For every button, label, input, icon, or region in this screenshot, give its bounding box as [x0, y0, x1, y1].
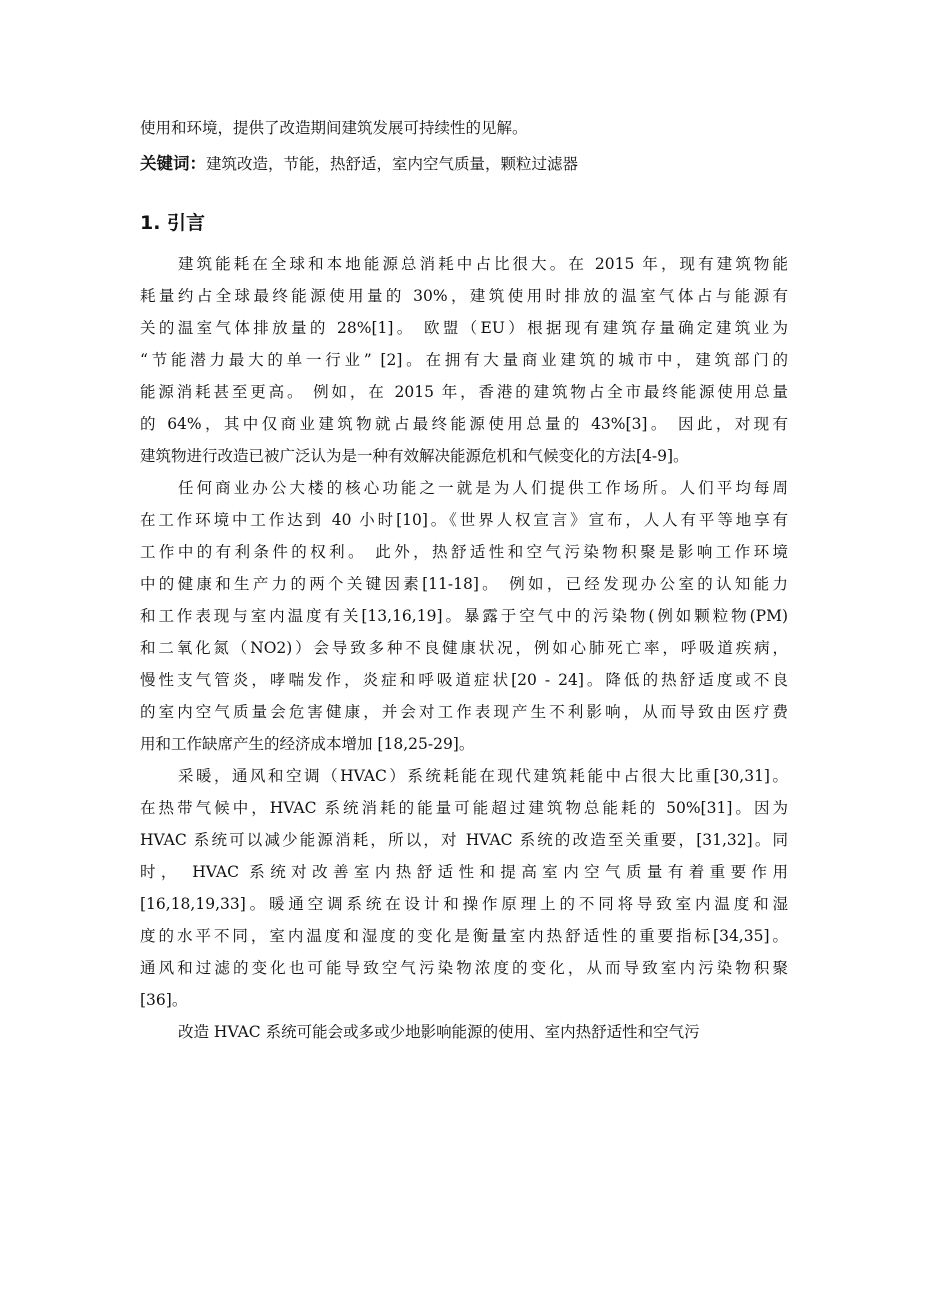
paragraph-line: 在工作环境中工作达到 40 小时[10]。《世界人权宣言》宣布，人人有平等地享有: [140, 511, 788, 529]
paragraph-line: 采暖，通风和空调（HVAC）系统耗能在现代建筑耗能中占很大比重[30,31]。: [178, 767, 788, 785]
paragraph-line: 关的温室气体排放量的 28%[1]。 欧盟（EU）根据现有建筑存量确定建筑业为: [140, 319, 788, 337]
paragraph-line: 的 64%，其中仅商业建筑物就占最终能源使用总量的 43%[3]。 因此，对现有: [140, 415, 788, 433]
paragraph-line: 用和工作缺席产生的经济成本增加 [18,25-29]。: [140, 735, 475, 753]
paragraph-line: 慢性支气管炎，哮喘发作，炎症和呼吸道症状[20 - 24]。降低的热舒适度或不良: [140, 671, 788, 689]
paragraph: [140, 1016, 788, 1048]
paragraph-line: 和二氧化氮（NO2)）会导致多种不良健康状况，例如心肺死亡率，呼吸道疾病，: [140, 639, 788, 657]
paragraph-line: 能源消耗甚至更高。 例如，在 2015 年，香港的建筑物占全市最终能源使用总量: [140, 383, 788, 401]
paragraph-line: 度的水平不同，室内温度和湿度的变化是衡量室内热舒适性的重要指标[34,35]。: [140, 927, 788, 945]
paragraph-line: 工作中的有利条件的权利。 此外，热舒适性和空气污染物积聚是影响工作环境: [140, 543, 788, 561]
paragraph-line: “节能潜力最大的单一行业” [2]。在拥有大量商业建筑的城市中，建筑部门的: [140, 351, 788, 369]
paragraph-line: 时， HVAC 系统对改善室内热舒适性和提高室内空气质量有着重要作用: [140, 863, 788, 881]
paragraph-line: 建筑能耗在全球和本地能源总消耗中占比很大。在 2015 年，现有建筑物能: [178, 255, 788, 273]
paragraph-line: [16,18,19,33]。暖通空调系统在设计和操作原理上的不同将导致室内温度和湿: [140, 895, 788, 913]
paragraph-line: 和工作表现与室内温度有关[13,16,19]。暴露于空气中的污染物(例如颗粒物(PM): [140, 607, 788, 625]
abstract-tail: 使用和环境，提供了改造期间建筑发展可持续性的见解。: [140, 119, 528, 137]
paragraph: [140, 760, 788, 1016]
document-page: [140, 112, 788, 1048]
keywords-text: 建筑改造，节能，热舒适，室内空气质量，颗粒过滤器: [206, 155, 579, 173]
paragraph-line: HVAC 系统可以减少能源消耗，所以，对 HVAC 系统的改造至关重要，[31,32]。同: [140, 831, 788, 849]
keywords-line: [140, 150, 788, 178]
section-heading: 1. 引言: [140, 212, 206, 234]
paragraph-line: 在热带气候中，HVAC 系统消耗的能量可能超过建筑物总能耗的 50%[31]。因为: [140, 799, 788, 817]
paragraph-line: 建筑物进行改造已被广泛认为是一种有效解决能源危机和气候变化的方法[4-9]。: [140, 447, 689, 465]
paragraph-line: 的室内空气质量会危害健康，并会对工作表现产生不利影响，从而导致由医疗费: [140, 703, 788, 721]
paragraph: [140, 472, 788, 760]
paragraph-line: 耗量约占全球最终能源使用量的 30%，建筑使用时排放的温室气体占与能源有: [140, 287, 788, 305]
body-text: [140, 248, 788, 1048]
keywords-label: 关键词：: [140, 154, 206, 173]
paragraph-line: 通风和过滤的变化也可能导致空气污染物浓度的变化，从而导致室内污染物积聚: [140, 959, 788, 977]
paragraph-line: 中的健康和生产力的两个关键因素[11-18]。 例如，已经发现办公室的认知能力: [140, 575, 788, 593]
paragraph-line: 任何商业办公大楼的核心功能之一就是为人们提供工作场所。人们平均每周: [178, 479, 788, 497]
paragraph: [140, 248, 788, 472]
paragraph-line: [36]。: [140, 991, 188, 1009]
paragraph-line: 改造 HVAC 系统可能会或多或少地影响能源的使用、室内热舒适性和空气污: [178, 1023, 700, 1041]
